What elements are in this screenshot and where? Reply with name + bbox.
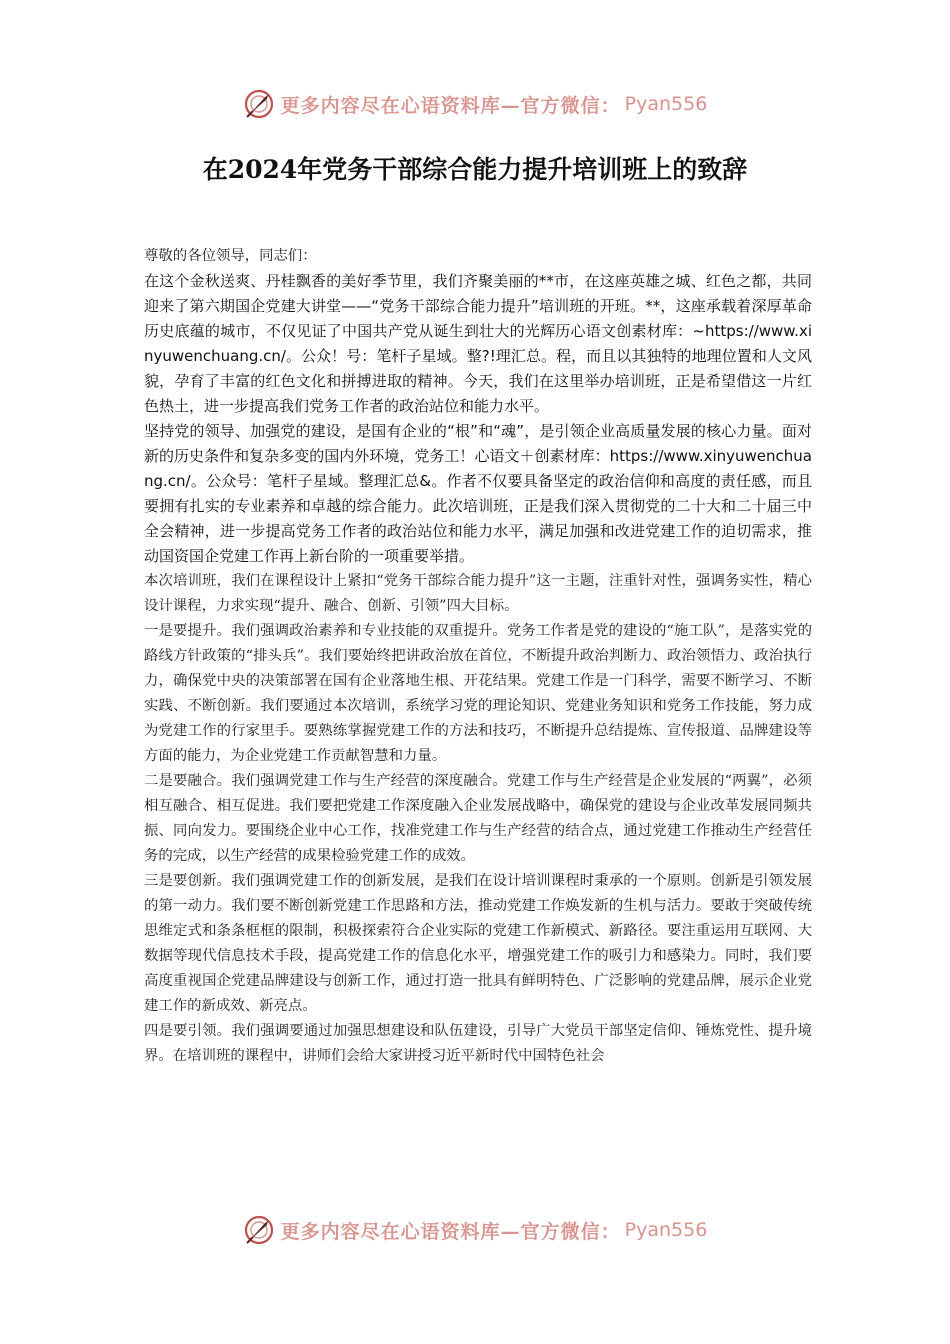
document-body	[144, 244, 812, 1069]
paragraph: 一是要提升。我们强调政治素养和专业技能的双重提升。党务工作者是党的建设的“施工队”，是落实党的路线方针政策的“排头兵”。我们要始终把讲政治放在首位，不断提升政治判断力、政治领悟力、政治执行力，确保党中央的决策部署在国有企业落地生根、开花结果。党建工作是一门科学，需要不断学习、不断实践、不断创新。我们要通过本次培训，系统学习党的理论知识、党建业务知识和党务工作技能，努力成为党建工作的行家里手。要熟练掌握党建工作的方法和技巧，不断提升总结提炼、宣传报道、品牌建设等方面的能力，为企业党建工作贡献智慧和力量。	[144, 623, 812, 764]
paragraph: 坚持党的领导、加强党的建设，是国有企业的“根”和“魂”，是引领企业高质量发展的核心力量。面对新的历史条件和复杂多变的国内外环境，党务工！心语文＋创素材库：https://www.xinyuwenchuang.cn/。公众号：笔杆子星域。整理汇总&。作者不仅要具备坚定的政治信仰和高度的责任感，而且要拥有扎实的专业素养和卓越的综合能力。此次培训班，正是我们深入贯彻党的二十大和二十届三中全会精神，进一步提高党务工作者的政治站位和能力水平，满足加强和改进党建工作的迫切需求，推动国资国企党建工作再上新台阶的一项重要举措。	[144, 422, 812, 565]
document-title: 在2024年党务干部综合能力提升培训班上的致辞	[202, 155, 748, 184]
footer-banner	[0, 1210, 950, 1250]
paragraph: 二是要融合。我们强调党建工作与生产经营的深度融合。党建工作与生产经营是企业发展的“两翼”，必须相互融合、相互促进。我们要把党建工作深度融入企业发展战略中，确保党的建设与企业改革发展同频共振、同向发力。要围绕企业中心工作，找准党建工作与生产经营的结合点，通过党建工作推动生产经营任务的完成，以生产经营的成果检验党建工作的成效。	[144, 773, 812, 864]
paragraph: 本次培训班，我们在课程设计上紧扣“党务干部综合能力提升”这一主题，注重针对性，强调务实性，精心设计课程，力求实现“提升、融合、创新、引领”四大目标。	[144, 573, 812, 614]
paragraph-salutation: 尊敬的各位领导，同志们：	[144, 248, 317, 264]
header-banner-wechat-id: Pyan556	[624, 93, 708, 115]
header-banner-text: 更多内容尽在心语资料库—官方微信：	[280, 94, 621, 117]
paragraph: 三是要创新。我们强调党建工作的创新发展，是我们在设计培训课程时秉承的一个原则。创新是引领发展的第一动力。我们要不断创新党建工作思路和方法，推动党建工作焕发新的生机与活力。要敢于突破传统思维定式和条条框框的限制，积极探索符合企业实际的党建工作新模式、新路径。要注重运用互联网、大数据等现代信息技术手段，提高党建工作的信息化水平，增强党建工作的吸引力和感染力。同时，我们要高度重视国企党建品牌建设与创新工作，通过打造一批具有鲜明特色、广泛影响的党建品牌，展示企业党建工作的新成效、新亮点。	[144, 873, 812, 1014]
paragraph: 在这个金秋送爽、丹桂飘香的美好季节里，我们齐聚美丽的**市，在这座英雄之城、红色之都，共同迎来了第六期国企党建大讲堂——“党务干部综合能力提升”培训班的开班。**，这座承载着深厚革命历史底蕴的城市，不仅见证了中国共产党从诞生到壮大的光辉历心语文创素材库：~https://www.xinyuwenchuang.cn/。公众！号：笔杆子星域。整?!理汇总。程，而且以其独特的地理位置和人文风貌，孕育了丰富的红色文化和拼搏进取的精神。今天，我们在这里举办培训班，正是希望借这一片红色热土，进一步提高我们党务工作者的政治站位和能力水平。	[144, 272, 812, 415]
paragraph: 四是要引领。我们强调要通过加强思想建设和队伍建设，引导广大党员干部坚定信仰、锤炼党性、提升境界。在培训班的课程中，讲师们会给大家讲授习近平新时代中国特色社会	[144, 1023, 812, 1064]
quill-logo-icon	[243, 88, 275, 120]
header-banner	[0, 84, 950, 124]
footer-banner-wechat-id: Pyan556	[624, 1219, 708, 1241]
footer-banner-text: 更多内容尽在心语资料库—官方微信：	[280, 1220, 621, 1243]
quill-logo-icon	[243, 1214, 275, 1246]
